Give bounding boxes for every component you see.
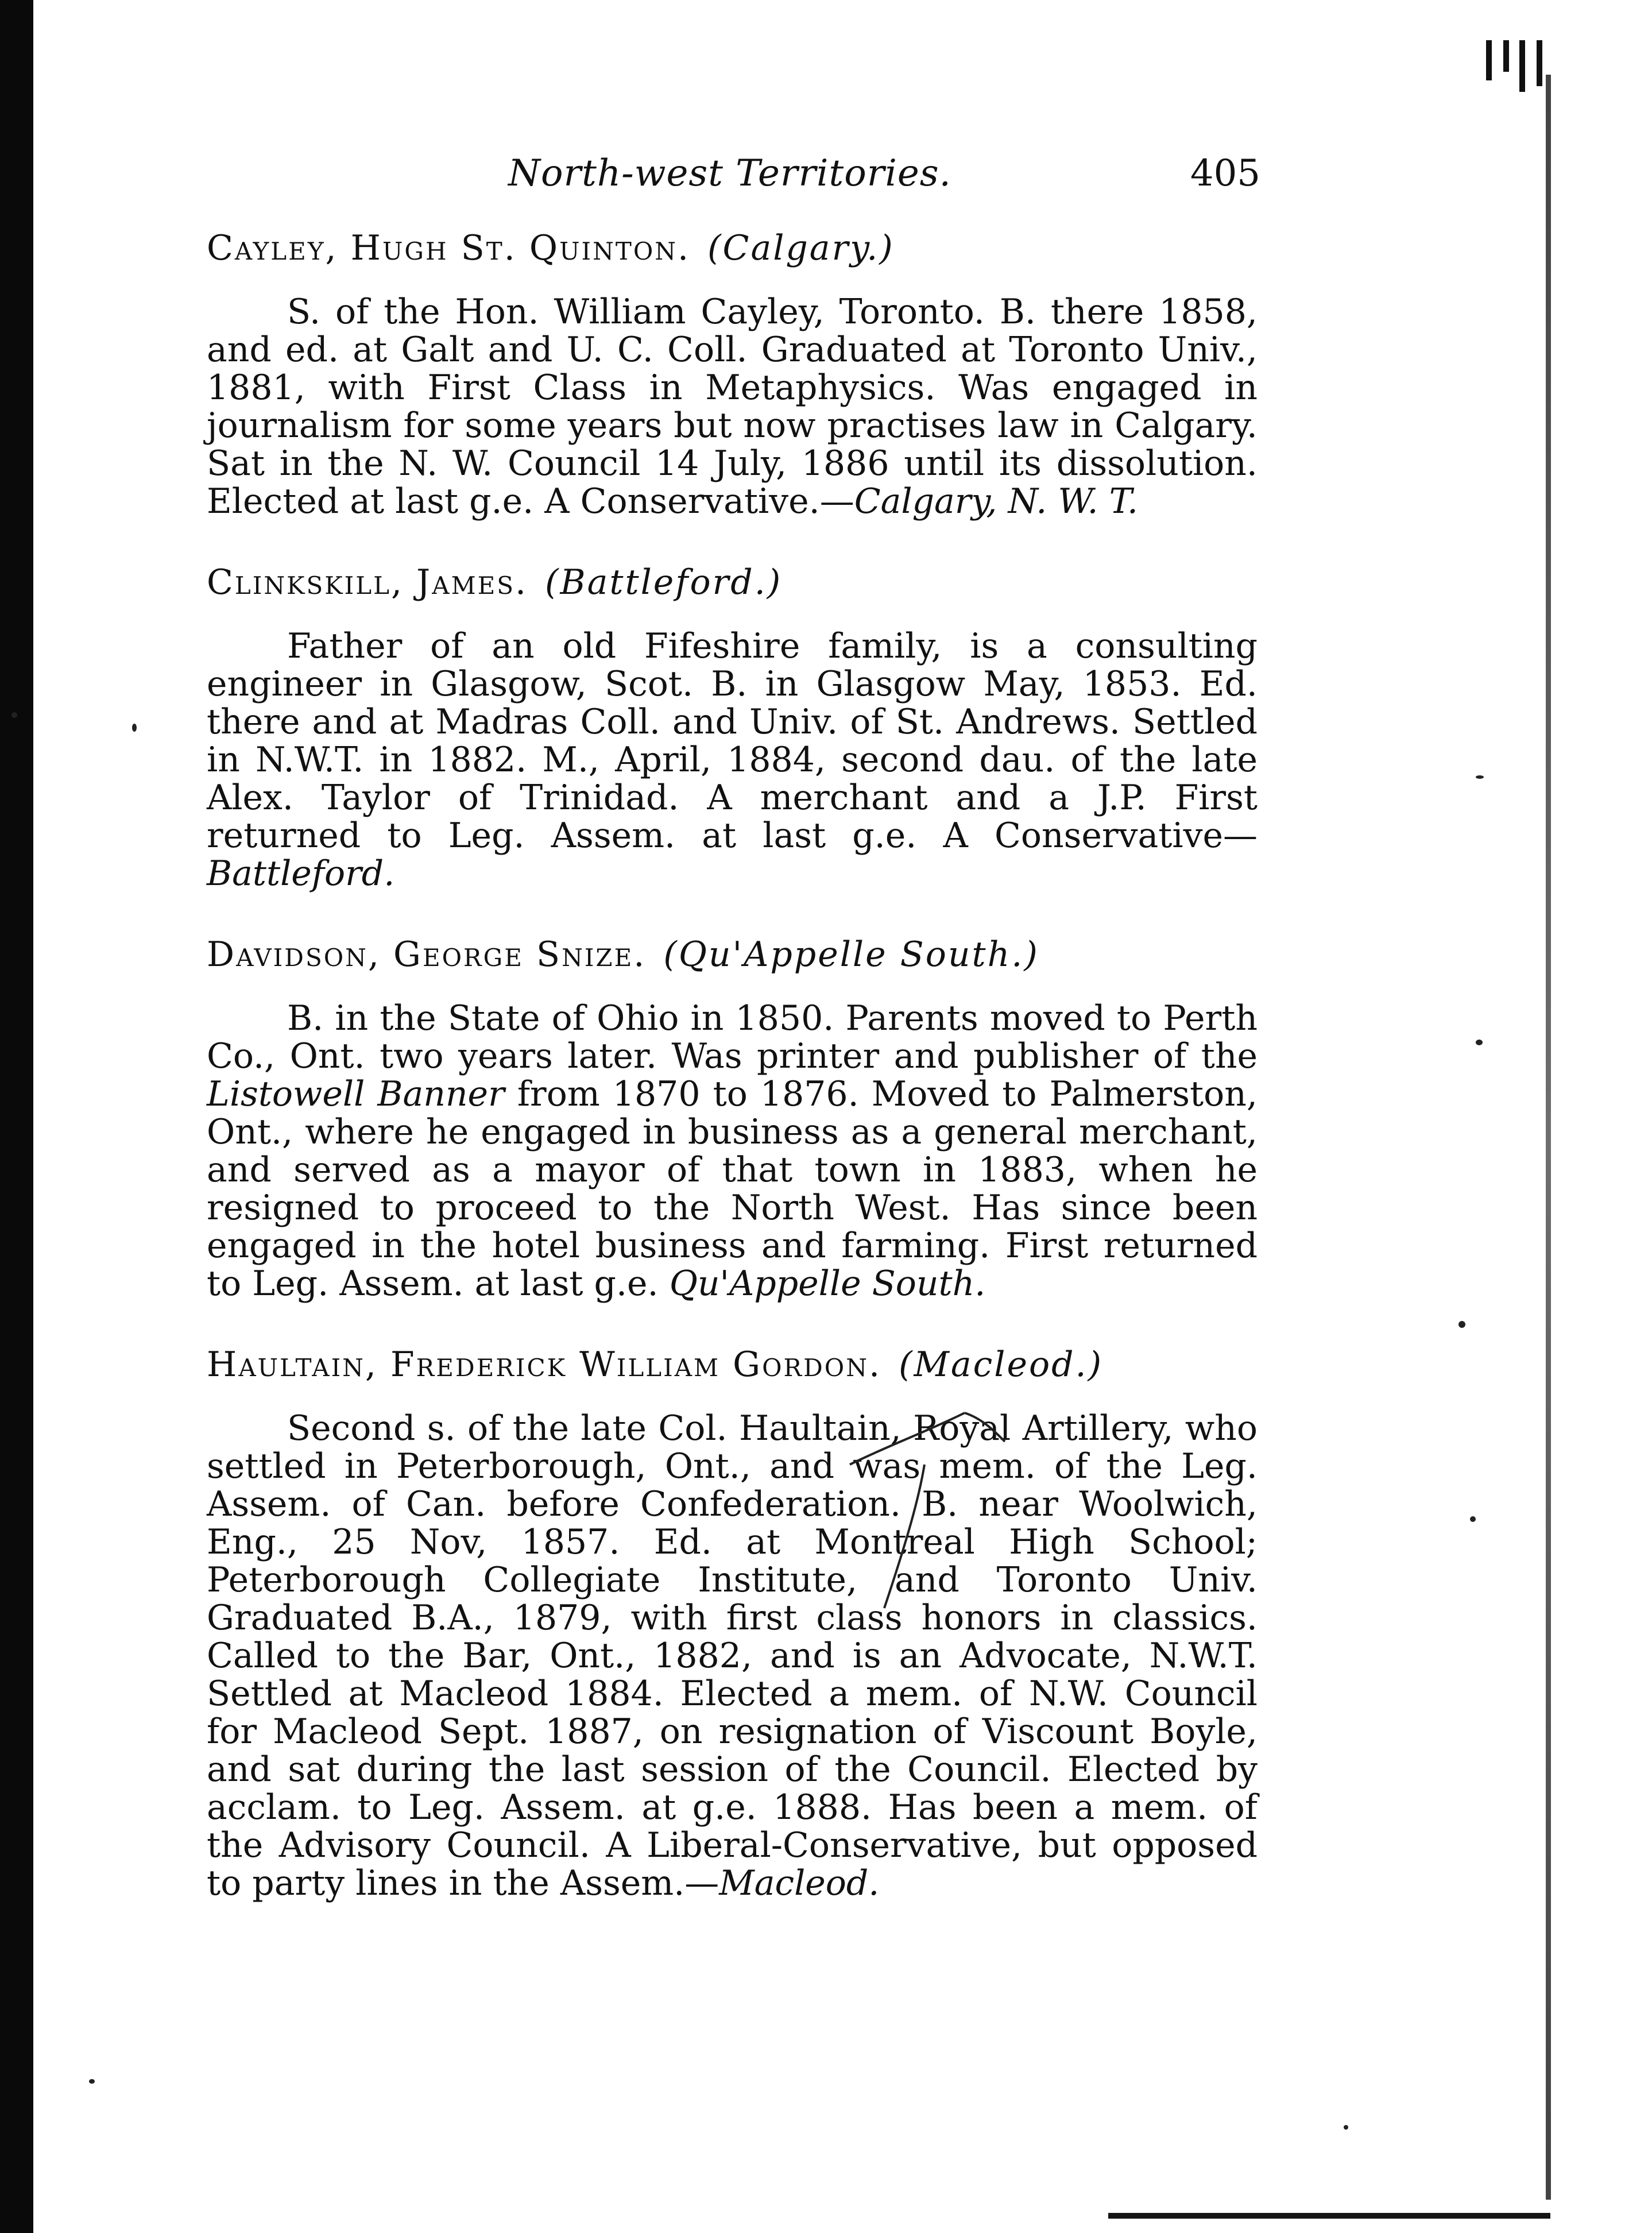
- entry-name: Clinkskill, James.: [207, 562, 528, 602]
- entry-heading: [207, 1340, 1258, 1389]
- page-edge-marks: [1481, 40, 1556, 95]
- entry-riding: (Macleod.): [899, 1345, 1103, 1385]
- entry-text-italic: Battleford.: [207, 853, 395, 894]
- entry-heading: [207, 224, 1258, 272]
- entry-haultain: [207, 1340, 1258, 1902]
- entry-body: [207, 293, 1258, 520]
- entry-text: Second s. of the late Col. Haultain, Royal Artillery, who settled in Peterborough, Ont., and was mem. of the Leg. Assem. of Can. before Confederation. B. near Woolwich, Eng., 25 Nov, 1857. Ed. at Montreal High School; Peterborough Collegiate Institute, and Toronto Univ. Graduated B.A., 1879, with first class honors in classics. Called to the Bar, Ont., 1882, and is an Advocate, N.W.T. Settled at Macleod 1884. Elected a mem. of N.W. Council for Macleod Sept. 1887, on resignation of Viscount Boyle, and sat during the last session of the Council. Elected by acclam. to Leg. Assem. at g.e. 1888. Has been a mem. of the Advisory Council. A Liberal-Conservative, but opposed to party lines in the Assem.—: [207, 1408, 1258, 1903]
- entry-name: Davidson, George Snize.: [207, 934, 647, 975]
- bottom-edge-rule: [1108, 2213, 1550, 2219]
- entry-riding: (Battleford.): [545, 562, 783, 602]
- entry-cayley: [207, 224, 1258, 520]
- binding-shadow: [0, 0, 33, 2233]
- entry-heading: [207, 930, 1258, 979]
- entry-clinkskill: [207, 558, 1258, 893]
- page-number: 405: [1190, 152, 1260, 195]
- running-head: North-west Territories.: [508, 152, 951, 195]
- page-edge-right: [1546, 75, 1551, 2200]
- entry-davidson: [207, 930, 1258, 1303]
- pen-mark: [838, 1396, 1011, 1614]
- entry-text: Father of an old Fifeshire family, is a consulting engineer in Glasgow, Scot. B. in Glasgow May, 1853. Ed. there and at Madras Coll. and Univ. of St. Andrews. Settled in N.W.T. in 1882. M., April, 1884, second dau. of the late Alex. Taylor of Trinidad. A merchant and a J.P. First returned to Leg. Assem. at last g.e. A Conservative—: [207, 626, 1258, 856]
- entry-name: Haultain, Frederick William Gordon.: [207, 1345, 882, 1385]
- entry-body: [207, 999, 1258, 1303]
- entry-text: S. of the Hon. William Cayley, Toronto. B. there 1858, and ed. at Galt and U. C. Coll. Graduated at Toronto Univ., 1881, with First Class in Metaphysics. Was engaged in journalism for some years but now practises law in Calgary. Sat in the N. W. Council 14 July, 1886 until its dissolution. Elected at last g.e. A Conservative.—: [207, 292, 1258, 521]
- entry-text: B. in the State of Ohio in 1850. Parents moved to Perth Co., Ont. two years later. Was printer and publisher of the: [207, 998, 1258, 1076]
- entry-body: [207, 1409, 1258, 1902]
- entry-riding: (Calgary.): [707, 228, 895, 268]
- entry-text-italic: Calgary, N. W. T.: [854, 481, 1138, 521]
- entry-riding: (Qu'Appelle South.): [663, 934, 1039, 975]
- biography-entries: [207, 224, 1258, 1940]
- entry-text-italic: Macleod.: [719, 1863, 880, 1903]
- entry-text-italic: Listowell Banner: [207, 1074, 505, 1114]
- entry-body: [207, 627, 1258, 893]
- entry-heading: [207, 558, 1258, 606]
- entry-name: Cayley, Hugh St. Quinton.: [207, 228, 691, 268]
- page-header: [210, 152, 1260, 204]
- entry-text: from 1870 to 1876. Moved to Palmerston, Ont., where he engaged in business as a general merchant, and served as a mayor of that town in 1883, when he resigned to proceed to the North West. Has since been engaged in the hotel business and farming. First returned to Leg. Assem. at last g.e.: [207, 1074, 1258, 1304]
- entry-text-italic: Qu'Appelle South.: [669, 1264, 986, 1304]
